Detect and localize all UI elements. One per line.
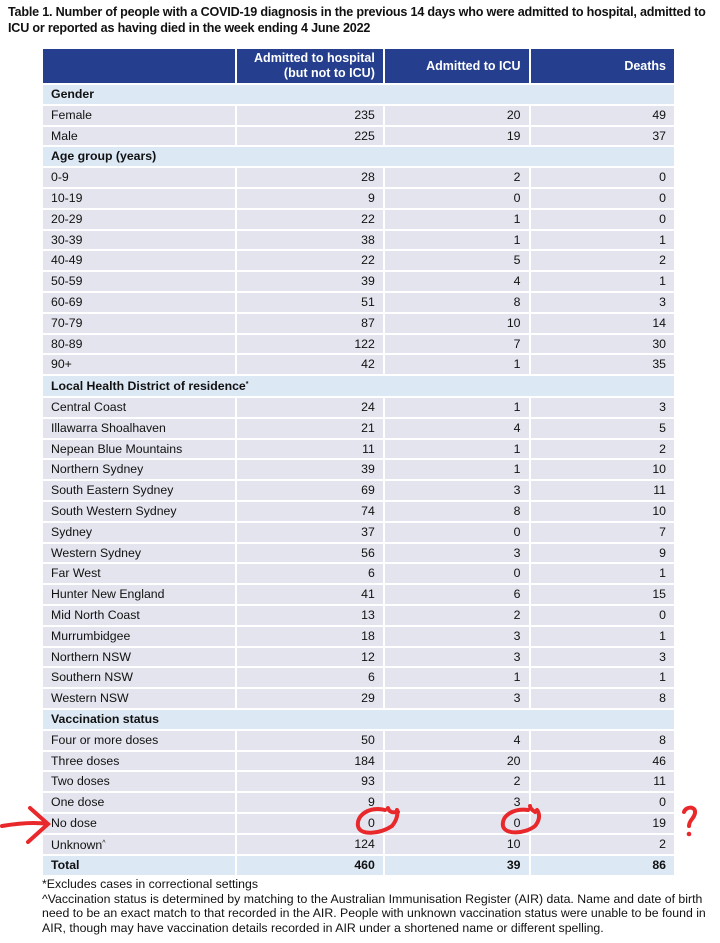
table-row	[43, 544, 674, 563]
cell-deaths: 9	[531, 544, 674, 563]
section-label-text: Gender	[51, 87, 95, 101]
header-hospital-line1: Admitted to hospital	[254, 51, 375, 65]
cell-icu: 20	[385, 106, 529, 125]
cell-hospital: 9	[237, 189, 383, 208]
cell-deaths: 15	[531, 585, 674, 604]
covid-table	[41, 47, 676, 877]
row-label	[43, 127, 235, 146]
cell-deaths: 35	[531, 355, 674, 374]
row-label	[43, 585, 235, 604]
row-label-text: Illawarra Shoalhaven	[51, 420, 166, 435]
row-label	[43, 481, 235, 500]
row-label-text: Three doses	[51, 753, 120, 768]
section-label-text: Age group (years)	[51, 149, 157, 164]
row-label	[43, 731, 235, 750]
row-label-text: 90+	[51, 357, 72, 372]
table-row	[43, 272, 674, 291]
cell-icu: 3	[385, 689, 529, 708]
cell-hospital: 12	[237, 648, 383, 667]
row-label-text: Male	[51, 128, 78, 143]
table-row	[43, 251, 674, 270]
row-label	[43, 251, 235, 270]
cell-icu: 1	[385, 440, 529, 459]
cell-hospital: 184	[237, 752, 383, 771]
cell-deaths: 2	[531, 440, 674, 459]
row-label	[43, 814, 235, 833]
cell-icu: 10	[385, 314, 529, 333]
section-header-row	[43, 376, 674, 396]
row-label-text: Four or more doses	[51, 732, 159, 747]
cell-deaths: 11	[531, 772, 674, 791]
total-hospital: 460	[237, 856, 383, 875]
row-label-text: Murrumbidgee	[51, 628, 131, 643]
row-label-text: 50-59	[51, 274, 83, 289]
row-label-text: 10-19	[51, 190, 83, 205]
cell-icu: 0	[385, 564, 529, 583]
table-row	[43, 772, 674, 791]
row-label	[43, 419, 235, 438]
cell-deaths: 10	[531, 502, 674, 521]
cell-icu: 4	[385, 272, 529, 291]
row-label	[43, 835, 235, 855]
table-row	[43, 168, 674, 187]
cell-hospital: 0	[237, 814, 383, 833]
cell-deaths: 1	[531, 627, 674, 646]
question-mark	[684, 808, 695, 826]
cell-icu: 4	[385, 731, 529, 750]
table-row	[43, 440, 674, 459]
table-row	[43, 335, 674, 354]
table-row	[43, 502, 674, 521]
row-label	[43, 793, 235, 812]
header-blank	[43, 49, 235, 83]
row-label-text: Sydney	[51, 524, 93, 539]
row-label	[43, 564, 235, 583]
table-row	[43, 481, 674, 500]
cell-hospital: 13	[237, 606, 383, 625]
cell-deaths: 30	[531, 335, 674, 354]
cell-icu: 3	[385, 648, 529, 667]
cell-icu: 7	[385, 335, 529, 354]
footnote-marker: ^	[102, 839, 106, 847]
total-icu: 39	[385, 856, 529, 875]
cell-hospital: 50	[237, 731, 383, 750]
cell-icu: 4	[385, 419, 529, 438]
row-label-text: 40-49	[51, 253, 83, 268]
cell-icu: 0	[385, 814, 529, 833]
row-label	[43, 293, 235, 312]
total-label: Total	[43, 856, 235, 875]
row-label-text: 70-79	[51, 315, 83, 330]
table-row	[43, 585, 674, 604]
row-label	[43, 648, 235, 667]
total-row	[43, 856, 674, 875]
table-row	[43, 106, 674, 125]
cell-deaths: 19	[531, 814, 674, 833]
cell-deaths: 3	[531, 648, 674, 667]
total-deaths: 86	[531, 856, 674, 875]
cell-deaths: 0	[531, 189, 674, 208]
row-label-text: Western NSW	[51, 691, 129, 706]
row-label-text: Nepean Blue Mountains	[51, 441, 183, 456]
header-icu: Admitted to ICU	[385, 49, 529, 83]
row-label	[43, 523, 235, 542]
cell-hospital: 22	[237, 210, 383, 229]
cell-hospital: 122	[237, 335, 383, 354]
cell-icu: 1	[385, 210, 529, 229]
cell-hospital: 9	[237, 793, 383, 812]
table-row	[43, 564, 674, 583]
row-label-text: 60-69	[51, 294, 83, 309]
cell-deaths: 37	[531, 127, 674, 146]
row-label	[43, 168, 235, 187]
cell-hospital: 56	[237, 544, 383, 563]
cell-icu: 20	[385, 752, 529, 771]
row-label-text: Two doses	[51, 774, 110, 789]
row-label	[43, 502, 235, 521]
cell-deaths: 5	[531, 419, 674, 438]
table-row	[43, 210, 674, 229]
cell-hospital: 74	[237, 502, 383, 521]
row-label-text: Western Sydney	[51, 545, 141, 560]
row-label-text: Northern NSW	[51, 649, 131, 664]
section-header-row	[43, 710, 674, 729]
row-label	[43, 106, 235, 125]
row-label	[43, 231, 235, 250]
footnotes	[42, 877, 714, 935]
table-row	[43, 606, 674, 625]
cell-icu: 1	[385, 460, 529, 479]
table-row	[43, 460, 674, 479]
cell-deaths: 2	[531, 835, 674, 855]
row-label-text: Mid North Coast	[51, 607, 140, 622]
cell-deaths: 0	[531, 793, 674, 812]
cell-icu: 0	[385, 523, 529, 542]
row-label-text: One dose	[51, 795, 105, 810]
cell-hospital: 28	[237, 168, 383, 187]
table-row	[43, 189, 674, 208]
cell-hospital: 51	[237, 293, 383, 312]
row-label	[43, 460, 235, 479]
row-label	[43, 544, 235, 563]
row-label	[43, 398, 235, 417]
cell-hospital: 93	[237, 772, 383, 791]
table-row	[43, 355, 674, 374]
row-label	[43, 335, 235, 354]
cell-hospital: 41	[237, 585, 383, 604]
cell-deaths: 1	[531, 231, 674, 250]
cell-hospital: 235	[237, 106, 383, 125]
cell-icu: 8	[385, 502, 529, 521]
section-label-text: Local Health District of residence	[51, 379, 246, 394]
cell-hospital: 29	[237, 689, 383, 708]
cell-deaths: 1	[531, 272, 674, 291]
table-row	[43, 523, 674, 542]
row-label	[43, 689, 235, 708]
cell-icu: 8	[385, 293, 529, 312]
cell-deaths: 11	[531, 481, 674, 500]
cell-hospital: 39	[237, 460, 383, 479]
table-row	[43, 689, 674, 708]
cell-icu: 2	[385, 606, 529, 625]
cell-deaths: 14	[531, 314, 674, 333]
cell-icu: 1	[385, 355, 529, 374]
section-label	[43, 85, 674, 104]
cell-icu: 6	[385, 585, 529, 604]
cell-hospital: 6	[237, 564, 383, 583]
row-label	[43, 606, 235, 625]
cell-deaths: 8	[531, 689, 674, 708]
table-row	[43, 419, 674, 438]
section-header-row	[43, 85, 674, 104]
table-row	[43, 314, 674, 333]
cell-icu: 3	[385, 544, 529, 563]
table-row	[43, 627, 674, 646]
cell-hospital: 87	[237, 314, 383, 333]
row-label	[43, 210, 235, 229]
cell-deaths: 1	[531, 668, 674, 687]
table-row	[43, 668, 674, 687]
table-title: Table 1. Number of people with a COVID-19 diagnosis in the previous 14 days who were admitted to hospital, admitted to ICU or reported as having died in the week ending 4 June 2022	[8, 5, 706, 35]
row-label	[43, 440, 235, 459]
cell-hospital: 69	[237, 481, 383, 500]
cell-hospital: 124	[237, 835, 383, 855]
cell-hospital: 39	[237, 272, 383, 291]
row-label	[43, 627, 235, 646]
table-row	[43, 127, 674, 146]
cell-deaths: 46	[531, 752, 674, 771]
cell-deaths: 2	[531, 251, 674, 270]
row-label-text: South Eastern Sydney	[51, 483, 174, 498]
row-label	[43, 668, 235, 687]
table-row	[43, 731, 674, 750]
table-header-row	[43, 49, 674, 83]
cell-icu: 5	[385, 251, 529, 270]
row-label-text: No dose	[51, 815, 97, 830]
header-hospital	[237, 49, 383, 83]
row-label-text: Far West	[51, 566, 101, 581]
row-label-text: Southern NSW	[51, 670, 134, 685]
cell-deaths: 0	[531, 210, 674, 229]
cell-deaths: 0	[531, 168, 674, 187]
table-row	[43, 398, 674, 417]
cell-hospital: 225	[237, 127, 383, 146]
cell-hospital: 37	[237, 523, 383, 542]
cell-deaths: 8	[531, 731, 674, 750]
row-label-text: 80-89	[51, 336, 83, 351]
cell-hospital: 21	[237, 419, 383, 438]
section-label	[43, 147, 674, 166]
section-label	[43, 376, 674, 396]
cell-icu: 2	[385, 168, 529, 187]
cell-deaths: 7	[531, 523, 674, 542]
cell-deaths: 3	[531, 293, 674, 312]
cell-icu: 1	[385, 231, 529, 250]
table-row	[43, 293, 674, 312]
row-label-text: Central Coast	[51, 399, 127, 414]
row-label-text: 30-39	[51, 232, 83, 247]
table-row	[43, 752, 674, 771]
cell-deaths: 3	[531, 398, 674, 417]
section-label	[43, 710, 674, 729]
cell-hospital: 22	[237, 251, 383, 270]
row-label-text: 20-29	[51, 211, 83, 226]
section-label-text: Vaccination status	[51, 711, 159, 726]
header-hospital-line2: (but not to ICU)	[283, 66, 375, 80]
row-label	[43, 355, 235, 374]
row-label-text: Hunter New England	[51, 587, 165, 602]
row-label	[43, 189, 235, 208]
cell-hospital: 11	[237, 440, 383, 459]
cell-deaths: 10	[531, 460, 674, 479]
cell-hospital: 18	[237, 627, 383, 646]
cell-hospital: 6	[237, 668, 383, 687]
row-label	[43, 772, 235, 791]
cell-icu: 0	[385, 189, 529, 208]
cell-icu: 19	[385, 127, 529, 146]
cell-icu: 1	[385, 668, 529, 687]
row-label	[43, 314, 235, 333]
cell-deaths: 1	[531, 564, 674, 583]
table-row	[43, 231, 674, 250]
table-row	[43, 835, 674, 855]
row-label	[43, 752, 235, 771]
cell-hospital: 24	[237, 398, 383, 417]
row-label	[43, 272, 235, 291]
table-row	[43, 793, 674, 812]
row-label-text: South Western Sydney	[51, 503, 177, 518]
cell-hospital: 42	[237, 355, 383, 374]
footnote-vaccination: ^Vaccination status is determined by matching to the Australian Immunisation Register (AIR) data. Name and date of birth need to be an exact match to that recorded in the AIR. People with unknown vaccination status were unable to be found in AIR, though may have vaccination details recorded in AIR under a shortened name or different spelling.	[42, 891, 706, 935]
row-label-text: 0-9	[51, 170, 69, 185]
cell-deaths: 49	[531, 106, 674, 125]
footnote-correctional: *Excludes cases in correctional settings	[42, 877, 258, 891]
cell-deaths: 0	[531, 606, 674, 625]
cell-icu: 3	[385, 627, 529, 646]
cell-icu: 1	[385, 398, 529, 417]
table-row	[43, 648, 674, 667]
section-header-row	[43, 147, 674, 166]
row-label-text: Female	[51, 107, 93, 122]
cell-icu: 2	[385, 772, 529, 791]
question-mark-dot	[687, 832, 692, 837]
cell-hospital: 38	[237, 231, 383, 250]
footnote-marker: *	[245, 381, 249, 389]
cell-icu: 3	[385, 481, 529, 500]
row-label-text: Northern Sydney	[51, 462, 144, 477]
row-label-text: Unknown	[51, 837, 103, 852]
cell-icu: 3	[385, 793, 529, 812]
table-row	[43, 814, 674, 833]
cell-icu: 10	[385, 835, 529, 855]
header-deaths: Deaths	[531, 49, 674, 83]
